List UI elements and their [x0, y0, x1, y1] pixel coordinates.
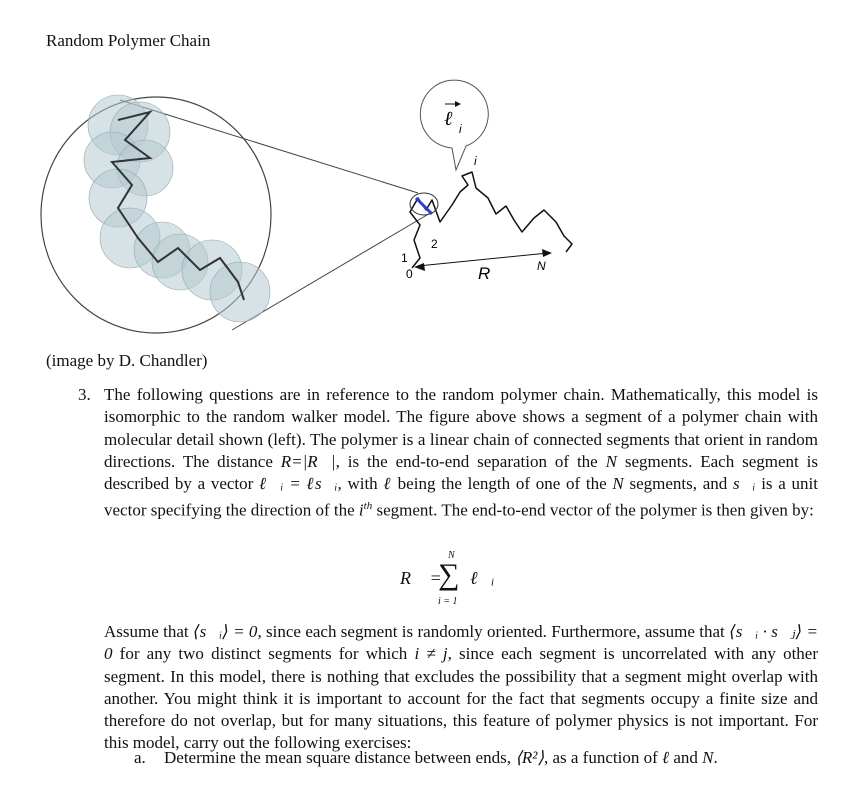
- speech-bubble: [420, 80, 488, 170]
- text-run: , since each segment is randomly oriented. Furthermore, assume that: [257, 622, 730, 641]
- var-ell: ℓ: [383, 474, 392, 494]
- text-run: , as a function of: [543, 748, 662, 767]
- equation-term: ℓ⃗ᵢ: [470, 568, 495, 588]
- label-li-sub: i: [459, 122, 462, 136]
- sum-symbol: ∑: [438, 558, 460, 591]
- text-run: Determine the mean square distance between ends,: [164, 748, 516, 767]
- question-paragraph-1: [104, 384, 818, 522]
- equation-upper-limit: N: [448, 550, 455, 561]
- text-run: , with: [337, 474, 384, 494]
- text-run: , since each segment is uncorrelated with any other segment. In this model, there is nothing that excludes the possibility that a segment might overlap with another. You might think it is important to account for the fact that segments occupy a finite size and therefore do not overlap, but for many situations, this feature of polymer physics is not important. For this model, carry out the following exercises:: [104, 644, 818, 753]
- text-run: and: [669, 748, 703, 767]
- var-N: N: [612, 474, 624, 494]
- text-run: is a unit vector specifying the direction of the: [104, 474, 818, 521]
- equation-lower-limit: i = 1: [438, 596, 458, 607]
- figure-caption: (image by D. Chandler): [46, 351, 208, 370]
- text-run: segment. The end-to-end vector of the polymer is then given by:: [372, 501, 814, 521]
- avg-s-expr: ⟨s⃗ᵢ⟩ = 0: [192, 622, 258, 641]
- text-run: .: [713, 748, 718, 767]
- part-a: [134, 748, 718, 768]
- label-seg-1: 1: [401, 251, 408, 265]
- var-i: i: [358, 501, 364, 521]
- highlighted-segment: [416, 198, 432, 214]
- text-run: The following questions are in reference to the random polymer chain. Mathematically, this model is isomorphic to the random walker model. The figure above shows a segment of a polymer chain with molecular detail shown (left). The polymer is a linear chain of connected segments that orient in random directions. The distance: [104, 385, 818, 471]
- var-si: s⃗ᵢ: [732, 474, 756, 494]
- text-run: , is the end-to-end separation of the: [335, 451, 606, 471]
- i-ne-j: i ≠ j: [414, 644, 448, 664]
- arrow-head-right: [542, 249, 552, 257]
- document-title: Random Polymer Chain: [46, 31, 211, 50]
- li-definition: ℓ⃗ᵢ = ℓs⃗ᵢ: [259, 474, 338, 494]
- label-seg-0: 0: [406, 267, 413, 281]
- text-run: segments, and: [623, 474, 733, 494]
- r-definition: R=|R⃗|: [280, 451, 336, 471]
- var-N: N: [702, 748, 714, 767]
- avg-ss-expr: ⟨s⃗ᵢ · s⃗ⱼ⟩ = 0: [104, 622, 818, 664]
- var-ell: ℓ: [661, 748, 670, 767]
- sum-equation: [400, 548, 520, 610]
- label-R: R: [478, 264, 491, 283]
- superscript-th: th: [363, 500, 373, 513]
- atom-spheres: [84, 95, 270, 322]
- part-a-label: a.: [134, 748, 146, 767]
- var-N: N: [605, 451, 617, 471]
- polymer-chain-figure: [0, 0, 860, 350]
- text-run: segments. Each segment is described by a vector: [104, 451, 818, 494]
- text-run: being the length of one of the: [391, 474, 613, 494]
- label-seg-i: i: [474, 154, 477, 168]
- atom-sphere: [210, 262, 270, 322]
- question-paragraph-2: [104, 621, 818, 755]
- label-seg-2: 2: [431, 237, 438, 251]
- text-run: for any two distinct segments for which: [112, 644, 415, 664]
- text-run: Assume that: [104, 622, 193, 641]
- mean-square-R: ⟨R²⟩: [515, 748, 544, 767]
- label-li: ℓ: [444, 108, 453, 130]
- equation-lhs: R⃗ =: [400, 568, 442, 588]
- question-number: 3.: [78, 385, 91, 404]
- label-seg-N: N: [537, 259, 546, 273]
